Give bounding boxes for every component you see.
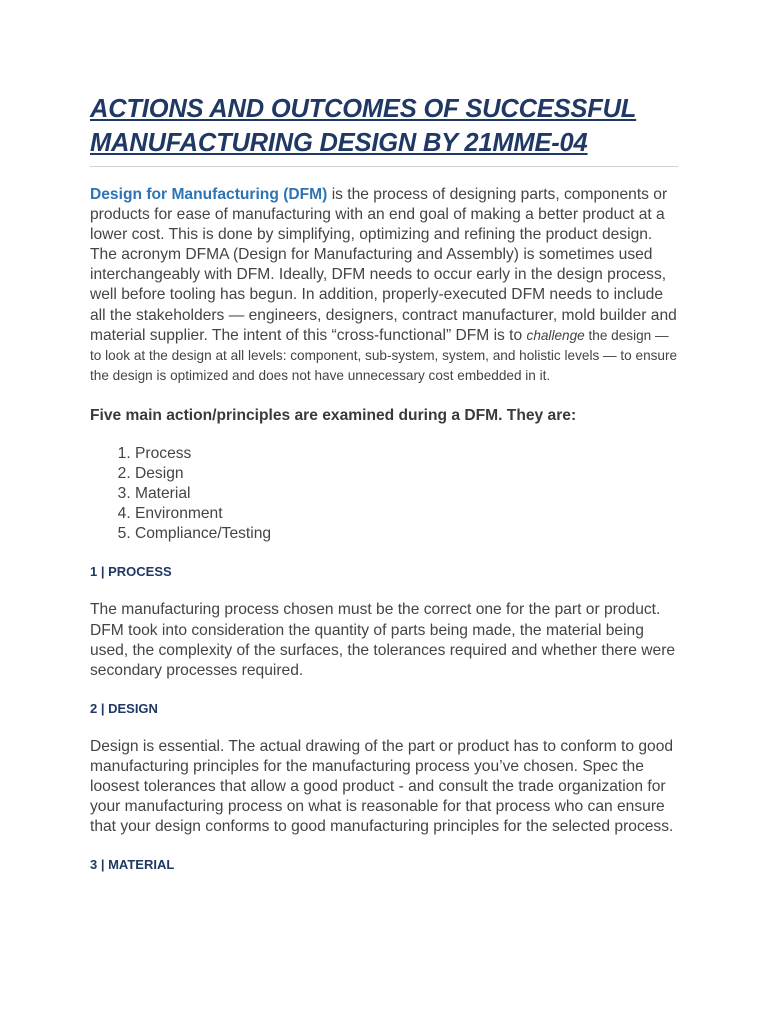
principles-list	[90, 444, 680, 544]
title-divider	[90, 166, 678, 167]
section-heading-design: 2 | DESIGN	[90, 700, 158, 716]
section-heading-process: 1 | PROCESS	[90, 564, 172, 580]
document-title	[90, 92, 680, 160]
intro-main-text: is the process of designing parts, components or products for ease of manufacturing with an end goal of making a better product at a lower cost. This is done by simplifying, optimizing and refining the product design. The acronym DFMA (Design for Manufacturing and Assembly) is sometimes used interchangeably with DFM. Ideally, DFM needs to occur early in the design process, well before tooling has begun. In addition, properly-executed DFM needs to include all the stakeholders — engineers, designers, contract manufacturer, mold builder and material supplier. The intent of this “cross-functional” DFM is to	[90, 186, 677, 344]
dfm-term: Design for Manufacturing (DFM)	[90, 186, 328, 203]
principle-item: 5. Compliance/Testing	[135, 524, 680, 544]
principle-item: 1. Process	[135, 444, 680, 464]
section-heading-material: 3 | MATERIAL	[90, 857, 175, 873]
principle-item: 3. Material	[135, 484, 680, 504]
principle-item: 4. Environment	[135, 504, 680, 524]
principles-lead: Five main action/principles are examined during a DFM. They are:	[90, 406, 577, 424]
document-page	[90, 92, 680, 873]
intro-emphasis: challenge	[526, 327, 585, 343]
title-line-1: ACTIONS AND OUTCOMES OF SUCCESSFUL	[90, 95, 637, 123]
principle-item: 2. Design	[135, 464, 680, 484]
title-line-2: MANUFACTURING DESIGN BY 21MME-04	[90, 129, 588, 157]
section-body-process: The manufacturing process chosen must be the correct one for the part or product. DFM took into consideration the quantity of parts being made, the material being used, the complexity of the surfaces, the tolerances required and whether there were secondary processes required.	[90, 601, 676, 679]
intro-paragraph	[90, 185, 680, 386]
intro-tail-text: the design — to look at the design at all levels: component, sub-system, system, and holistic levels — to ensure the design is optimized and does not have unnecessary cost embedded in it.	[90, 327, 678, 383]
section-body-design: Design is essential. The actual drawing of the part or product has to conform to good manufacturing principles for the manufacturing process you’ve chosen. Spec the loosest tolerances that allow a good product - and consult the trade organization for your manufacturing process on what is reasonable for that process who can ensure that your design conforms to good manufacturing principles for the selected process.	[90, 737, 674, 836]
